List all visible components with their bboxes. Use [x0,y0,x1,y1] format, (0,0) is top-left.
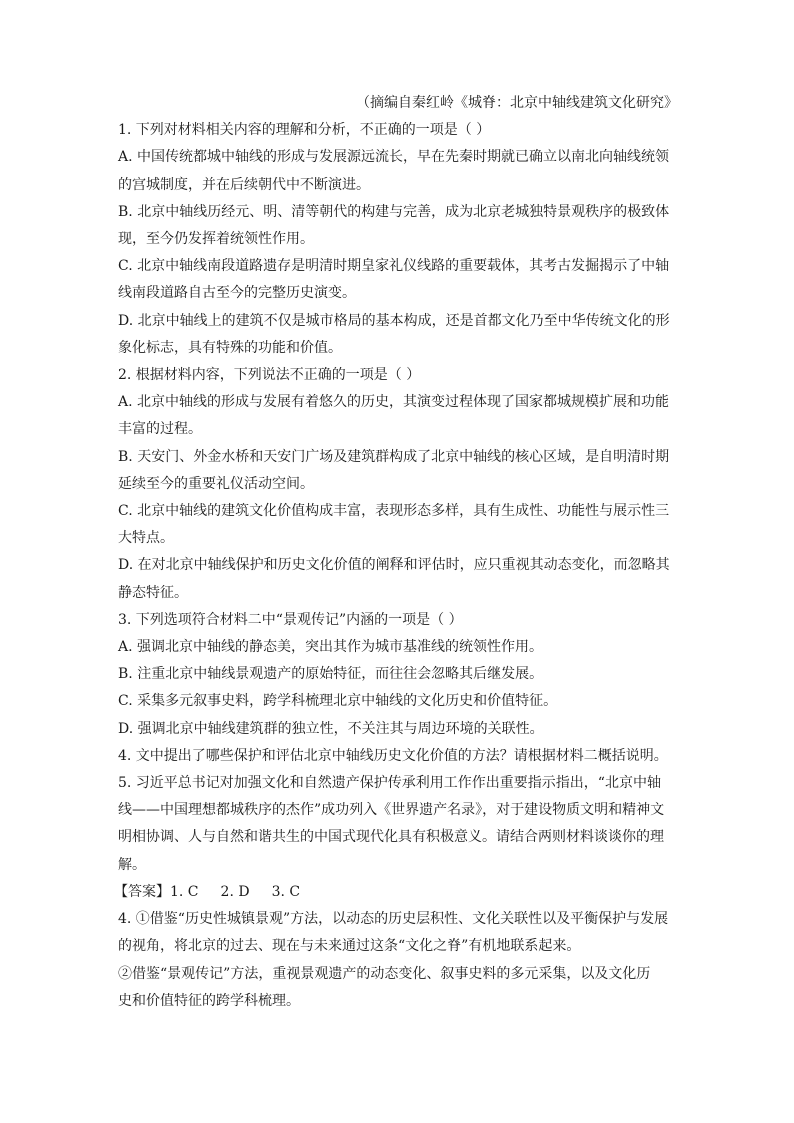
question-4: 4. 文中提出了哪些保护和评估北京中轴线历史文化价值的方法？请根据材料二概括说明。 [118,747,668,764]
question-1-stem: 1. 下列对材料相关内容的理解和分析，不正确的一项是（ ） [118,122,491,139]
question-1-option-b-cont: 现，至今仍发挥着统领性作用。 [118,231,314,248]
question-2-option-b: B. 天安门、外金水桥和天安门广场及建筑群构成了北京中轴线的核心区域，是自明清时期 [118,448,670,465]
question-2-option-d: D. 在对北京中轴线保护和历史文化价值的阐释和评估时，应只重视其动态变化，而忽略其 [118,557,670,574]
question-2-option-a-cont: 丰富的过程。 [118,421,202,438]
question-3-option-b: B. 注重北京中轴线景观遗产的原始特征，而往往会忽略其后继发展。 [118,666,544,683]
answer-4-point-1: 4. ①借鉴“历史性城镇景观”方法，以动态的历史层积性、文化关联性以及平衡保护与发展 [118,911,669,928]
answer-key [114,879,678,906]
question-5-line-3: 明相协调、人与自然和谐共生的中国式现代化具有积极意义。请结合两则材料谈谈你的理 [118,829,664,846]
question-2-option-a: A. 北京中轴线的形成与发展有着悠久的历史，其演变过程体现了国家都城规模扩展和功能 [118,394,670,411]
question-1-option-c: C. 北京中轴线南段道路遗存是明清时期皇家礼仪线路的重要载体，其考古发掘揭示了中轴 [118,258,670,275]
answer-2: 2. D [220,883,250,900]
question-2-option-c: C. 北京中轴线的建筑文化价值构成丰富，表现形态多样，具有生成性、功能性与展示性三 [118,503,670,520]
question-2-option-d-cont: 静态特征。 [118,584,188,601]
question-1-option-c-cont: 线南段道路自古至今的完整历史演变。 [118,285,356,302]
question-5-line-2: 线——中国理想都城秩序的杰作”成功列入《世界遗产名录》，对于建设物质文明和精神文 [118,802,665,819]
question-1-option-a-cont: 的宫城制度，并在后续朝代中不断演进。 [118,176,370,193]
question-5-line-1: 5. 习近平总书记对加强文化和自然遗产保护传承利用工作作出重要指示指出，“北京中轴 [118,775,661,792]
question-1-option-d: D. 北京中轴线上的建筑不仅是城市格局的基本构成，还是首都文化乃至中华传统文化的形 [118,312,670,329]
answer-4-point-2: ②借鉴“景观传记”方法，重视景观遗产的动态变化、叙事史料的多元采集，以及文化历 [118,965,651,982]
question-1-option-d-cont: 象化标志，具有特殊的功能和价值。 [118,339,342,356]
answer-4-point-2-cont: 史和价值特征的跨学科梳理。 [118,992,300,1009]
question-5-line-4: 解。 [118,856,146,873]
question-2-option-c-cont: 大特点。 [118,530,174,547]
answer-label: 【答案】 [114,883,170,900]
question-2-stem: 2. 根据材料内容，下列说法不正确的一项是（ ） [118,367,421,384]
source-citation: （摘编自秦红岭《城脊：北京中轴线建筑文化研究》 [356,95,678,111]
question-1-option-b: B. 北京中轴线历经元、明、清等朝代的构建与完善，成为北京老城独特景观秩序的极致体 [118,203,670,220]
document-page [114,90,678,1015]
question-3-stem: 3. 下列选项符合材料二中“景观传记”内涵的一项是（ ） [118,611,463,628]
answer-4-point-1-cont: 的视角，将北京的过去、现在与未来通过这条“文化之脊”有机地联系起来。 [118,938,581,955]
question-1-option-a: A. 中国传统都城中轴线的形成与发展源远流长，早在先秦时期就已确立以南北向轴线统领 [118,149,670,166]
question-3-option-d: D. 强调北京中轴线建筑群的独立性，不关注其与周边环境的关联性。 [118,720,544,737]
question-2-option-b-cont: 延续至今的重要礼仪活动空间。 [118,475,314,492]
answer-3: 3. C [271,883,301,900]
answer-1: 1. C [170,883,199,900]
question-3-option-a: A. 强调北京中轴线的静态美，突出其作为城市基准线的统领性作用。 [118,639,544,656]
question-3-option-c: C. 采集多元叙事史料，跨学科梳理北京中轴线的文化历史和价值特征。 [118,693,558,710]
